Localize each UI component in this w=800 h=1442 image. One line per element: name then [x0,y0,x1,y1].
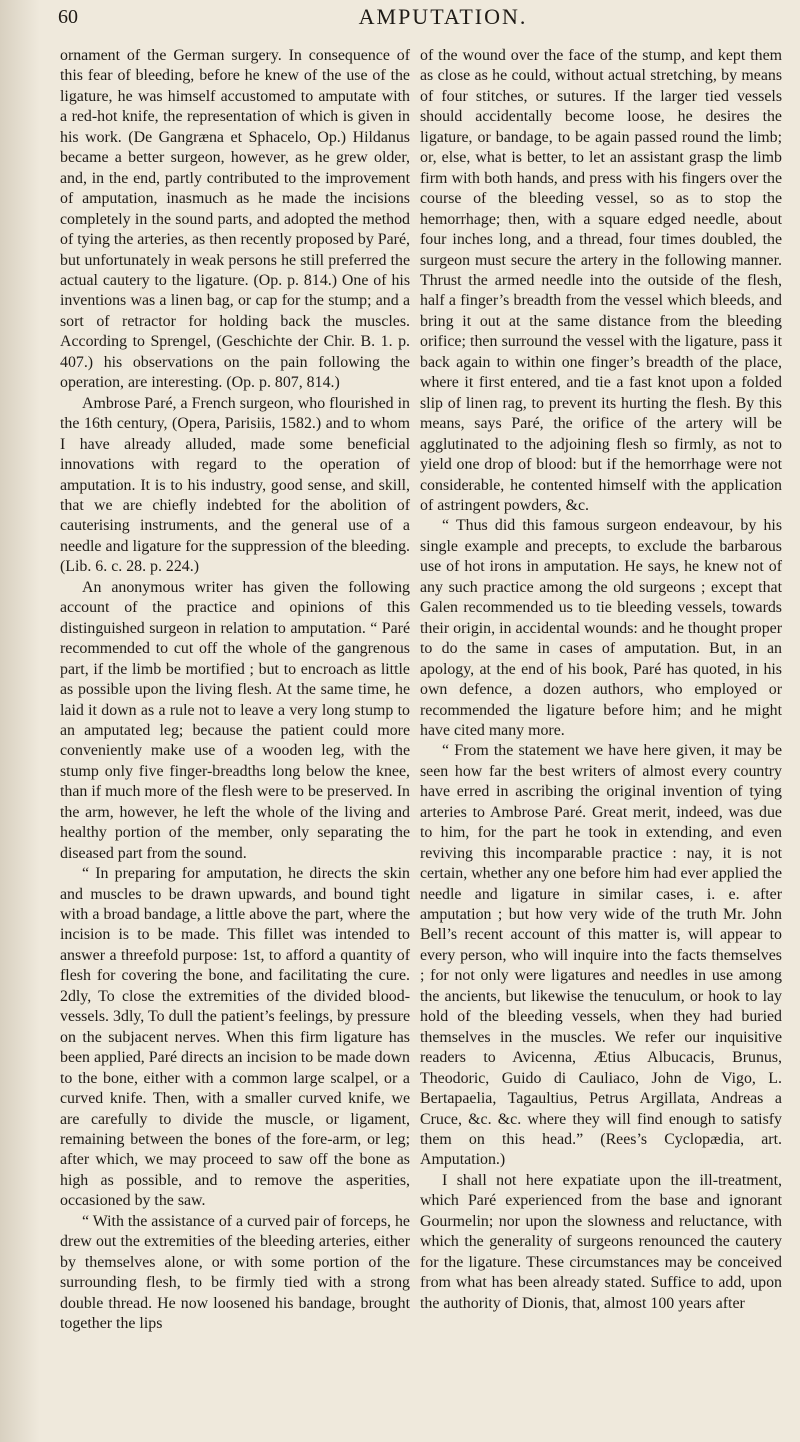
page-header [58,4,788,44]
left-column [60,46,410,1335]
paragraph: ornament of the German surgery. In consequence of this fear of bleeding, before he knew of the use of the ligature, he was himself accustomed to amputate with a red-hot knife, the representation of which is given in his work. (De Gangræna et Sphacelo, Op.) Hildanus became a better surgeon, however, as he grew older, and, in the end, partly contributed to the improvement of amputation, inasmuch as he made the incisions completely in the sound parts, and adopted the method of tying the arteries, as then recently proposed by Paré, but unfortunately in weak persons he still preferred the actual cautery to the ligature. (Op. p. 814.) One of his inventions was a linen bag, or cap for the stump; and a sort of retractor for holding back the muscles. According to Sprengel, (Geschichte der Chir. B. 1. p. 407.) his observations on the pain following the operation, are interesting. (Op. p. 807, 814.) [60,47,410,392]
paragraph: I shall not here expatiate upon the ill-treatment, which Paré experienced from the base and ignorant Gourmelin; nor upon the slowness and reluctance, with which the generality of surgeons renounced the cautery for the ligature. These circumstances may be conceived from what has been already stated. Suffice to add, upon the authority of Dionis, that, almost 100 years after [420,1171,782,1312]
paragraph: “ From the statement we have here given, it may be seen how far the best writers of almost every country have erred in ascribing the original invention of tying arteries to Ambrose Paré. Great merit, indeed, was due to him, for the part he took in extending, and even reviving this incomparable practice : nay, it is not certain, whether any one before him had ever applied the needle and ligature in similar cases, i. e. after amputation ; but how very wide of the truth Mr. John Bell’s recent account of this matter is, will appear to every person, who will inquire into the facts themselves ; for not only were ligatures and needles in use among the ancients, but likewise the tenuculum, or hook to lay hold of the bleeding vessels, when they had buried themselves in the muscles. We refer our inquisitive readers to Avicenna, Ætius Albucacis, Brunus, Theodoric, Guido di Cauliaco, John de Vigo, L. Bertapaelia, Tagaultius, Petrus Argillata, Andreas a Cruce, &c. &c. where they will find enough to satisfy them on this head.” (Rees’s Cyclopædia, art. Amputation.) [420,742,782,1169]
binding-shadow [0,0,40,1442]
paragraph: An anonymous writer has given the following account of the practice and opinions of this distinguished surgeon in relation to amputation. “ Paré recommended to cut off the whole of the gangrenous part, if the limb be mortified ; but to encroach as little as possible upon the living flesh. At the same time, he laid it down as a rule not to leave a very long stump to an amputated leg; because the patient could more conveniently make use of a wooden leg, with the stump only five finger-breadths long below the knee, than if much more of the flesh were to be preserved. In the arm, however, he left the whole of the living and healthy portion of the member, only separating the diseased part from the sound. [60,578,410,862]
paragraph: of the wound over the face of the stump, and kept them as close as he could, without actual stretching, by means of four stitches, or sutures. If the larger tied vessels should accidentally become loose, he desires the ligature, or bandage, to be again passed round the limb; or, else, what is better, to let an assistant grasp the limb firm with both hands, and press with his fingers over the course of the bleeding vessel, so as to stop the hemorrhage; then, with a square edged needle, about four inches long, and a thread, four times doubled, the surgeon must secure the artery in the following manner. Thrust the armed needle into the outside of the flesh, half a finger’s breadth from the vessel which bleeds, and bring it out at the same distance from the bleeding orifice; then surround the vessel with the ligature, pass it back again to within one finger’s breadth of the place, where it first entered, and tie a fast knot upon a folded slip of linen rag, to prevent its hurting the flesh. By this means, says Paré, the orifice of the artery will be agglutinated to the adjoining flesh so firmly, as not to yield one drop of blood: but if the hemorrhage were not considerable, he contented himself with the application of astringent powders, &c. [420,47,782,514]
page-number: 60 [58,6,78,28]
paragraph: Ambrose Paré, a French surgeon, who flourished in the 16th century, (Opera, Parisiis, 1582.) and to whom I have already alluded, made some beneficial innovations with regard to the operation of amputation. It is to his industry, good sense, and skill, that we are chiefly indebted for the abolition of cauterising instruments, and the general use of a needle and ligature for the suppression of the bleeding. (Lib. 6. c. 28. p. 224.) [60,394,410,576]
right-column [420,46,782,1314]
paragraph: “ In preparing for amputation, he directs the skin and muscles to be drawn upwards, and bound tight with a broad bandage, a little above the part, where the incision is to be made. This fillet was intended to answer a threefold purpose: 1st, to afford a quantity of flesh for covering the bone, and facilitating the cure. 2dly, To close the extremities of the divided blood-vessels. 3dly, To dull the patient’s feelings, by pressure on the subjacent nerves. When this firm ligature has been applied, Paré directs an incision to be made down to the bone, either with a common large scalpel, or a curved knife. Then, with a smaller curved knife, we are carefully to divide the muscle, or ligament, remaining between the bones of the fore-arm, or leg; after which, we may proceed to saw off the bone as high as possible, and to remove the asperities, occasioned by the saw. [60,865,410,1210]
paragraph: “ Thus did this famous surgeon endeavour, by his single example and precepts, to exclude the barbarous use of hot irons in amputation. He says, he knew not of any such practice among the old surgeons ; except that Galen recommended us to tie bleeding vessels, towards their origin, in accidental wounds: and he thought proper to do the same in cases of amputation. But, in an apology, at the end of his book, Paré has quoted, in his own defence, a dozen authors, who employed or recommended the ligature before him; and he might have cited many more. [420,517,782,739]
running-head: AMPUTATION. [358,4,528,29]
paragraph: “ With the assistance of a curved pair of forceps, he drew out the extremities of the bleeding arteries, either by themselves alone, or with some portion of the surrounding flesh, to be firmly tied with a strong double thread. He now loosened his bandage, brought together the lips [60,1212,410,1333]
